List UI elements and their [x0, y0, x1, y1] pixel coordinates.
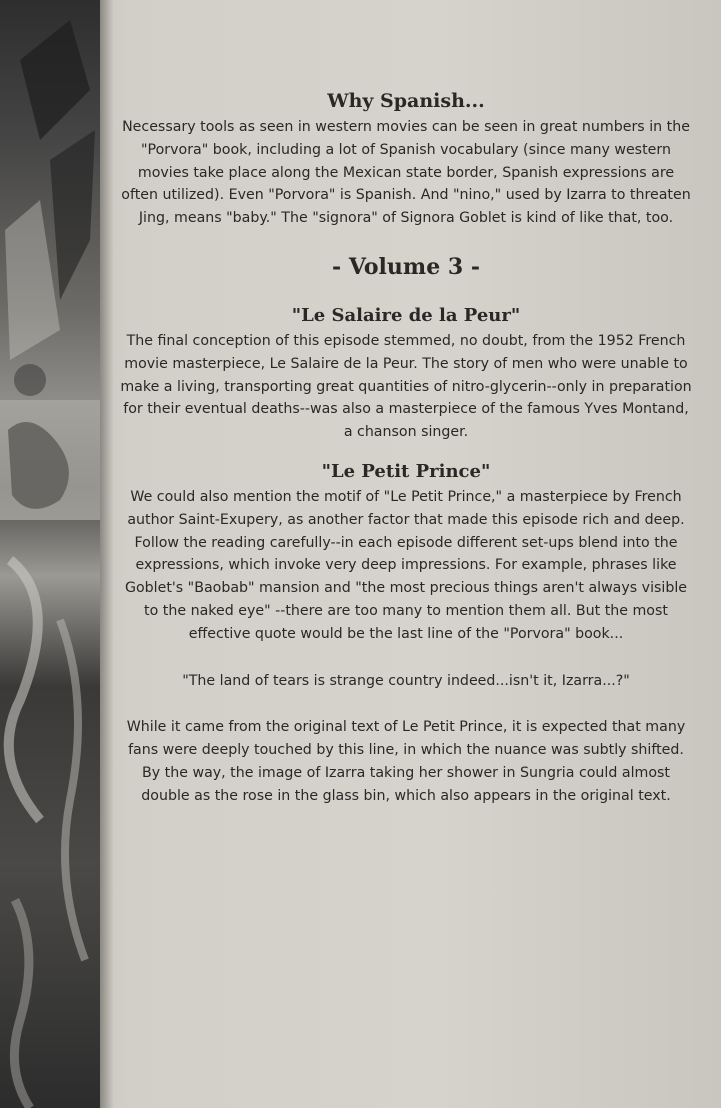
- section-body-salaire: The final conception of this episode stemmed, no doubt, from the 1952 French movie masterpiece, Le Salaire de la Peur. The story of men who were unable to make a living, transporting great quantities of nitro-glycerin--only in preparation for their eventual deaths--was also a masterpiece of the famous Yves Montand, a chanson singer.: [120, 332, 692, 441]
- quote-line: "The land of tears is strange country indeed...isn't it, Izarra...?": [182, 672, 630, 689]
- closing-paragraph-1: While it came from the original text of Le Petit Prince, it is expected that many fans were deeply touched by this line, in which the nuance was subtly shifted.: [126, 719, 686, 759]
- artwork-illustration: [0, 0, 100, 1108]
- closing-paragraph-2: By the way, the image of Izarra taking her shower in Sungria could almost double as the rose in the glass bin, which also appears in the original text.: [141, 764, 671, 804]
- section-body-why-spanish: Necessary tools as seen in western movies can be seen in great numbers in the "Porvora" book, including a lot of Spanish vocabulary (since many western movies take place along the Mexican state border, Spanish expressions are often utilized). Even "Porvora" is Spanish. And "nino," used by Izarra to threaten Jing, means "baby." The "signora" of Signora Goblet is kind of like that, too.: [121, 119, 691, 227]
- section-body-petit-prince: We could also mention the motif of "Le Petit Prince," a masterpiece by French author Saint-Exupery, as another factor that made this episode rich and deep. Follow the reading carefully--in each episode different set-ups blend into the expressions, which invoke very deep impressions. For example, phrases like Goblet's "Baobab" mansion and "the most precious things aren't always visible to the naked eye" --there are too many to mention them all. But the most effective quote would be the last line of the "Porvora" book...: [124, 488, 688, 642]
- section-heading-salaire: "Le Salaire de la Peur": [291, 304, 521, 326]
- artwork-strip: [0, 0, 100, 1108]
- section-heading-why-spanish: Why Spanish...: [327, 90, 485, 112]
- section-heading-petit-prince: "Le Petit Prince": [321, 460, 491, 482]
- text-column: [118, 86, 694, 808]
- volume-heading: - Volume 3 -: [332, 253, 480, 280]
- page-fold-shadow: [100, 0, 114, 1108]
